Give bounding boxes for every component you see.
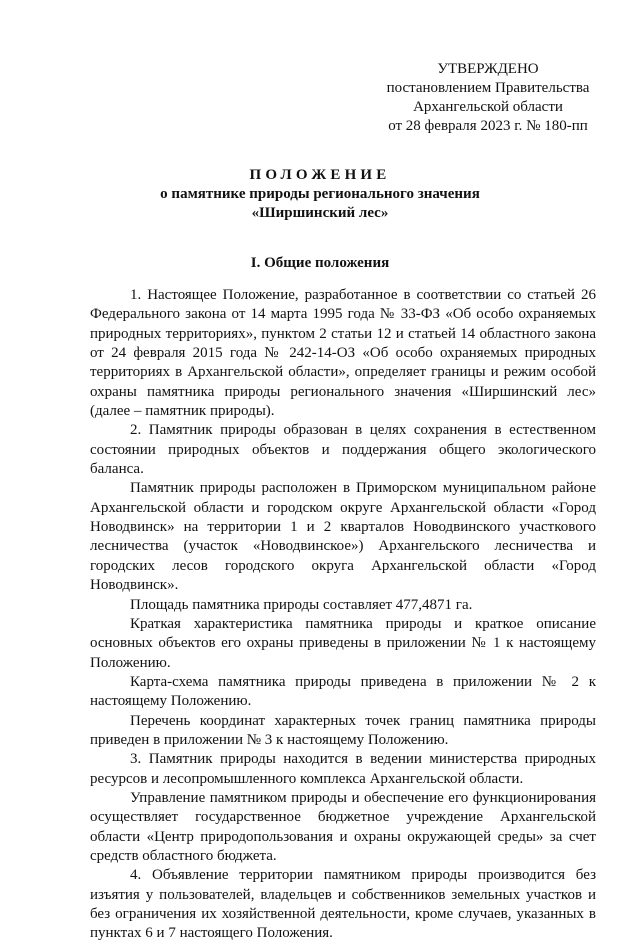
document-title-block xyxy=(0,165,640,223)
approval-label: УТВЕРЖДЕНО xyxy=(437,61,539,77)
paragraph-9: Управление памятником природы и обеспечение его функционирования осуществляет государственное бюджетное учреждение Архангельской области «Центр природопользования и охраны окружающей среды» за счет средств областного бюджета. xyxy=(90,789,596,864)
paragraph-6: Карта-схема памятника природы приведена в приложении № 2 к настоящему Положению. xyxy=(90,673,596,710)
paragraph-3: Памятник природы расположен в Приморском муниципальном районе Архангельской области и городском округе Архангельской области «Город Новодвинск» на территории 1 и 2 кварталов Новодвинского участкового лесничества (участок «Новодвинское») Архангельского лесничества и городских лесов городского округа Архангельской области «Город Новодвинск». xyxy=(90,480,596,594)
approval-stamp xyxy=(370,60,606,136)
paragraph-4: Площадь памятника природы составляет 477,4871 га. xyxy=(130,596,473,613)
document-subtitle-line1: о памятнике природы регионального значения xyxy=(160,186,480,202)
paragraph-2: 2. Памятник природы образован в целях сохранения в естественном состоянии природных объектов и поддержания общего экологического баланса. xyxy=(90,422,596,478)
paragraph-5: Краткая характеристика памятника природы и краткое описание основных объектов его охраны приведены в приложении № 1 к настоящему Положению. xyxy=(90,615,596,671)
paragraph-8: 3. Памятник природы находится в ведении министерства природных ресурсов и лесопромышленного комплекса Архангельской области. xyxy=(90,751,596,787)
document-subtitle-line2: «Ширшинский лес» xyxy=(251,205,389,221)
approval-region: Архангельской области xyxy=(413,99,563,115)
approval-date-number: от 28 февраля 2023 г. № 180-пп xyxy=(388,118,588,134)
document-title: ПОЛОЖЕНИЕ xyxy=(249,167,391,183)
document-body xyxy=(90,286,596,944)
approval-authority: постановлением Правительства xyxy=(386,80,590,96)
paragraph-10: 4. Объявление территории памятником природы производится без изъятия у пользователей, владельцев и собственников земельных участков и без ограничения их хозяйственной деятельности, кроме случаев, указанных в пунктах 6 и 7 настоящего Положения. xyxy=(90,867,596,942)
section-heading: I. Общие положения xyxy=(250,255,390,271)
paragraph-1: 1. Настоящее Положение, разработанное в соответствии со статьей 26 Федерального закона от 14 марта 1995 года № 33-ФЗ «Об особо охраняемых природных территориях», пунктом 2 статьи 12 и статьей 14 областного закона от 24 февраля 2015 года № 242-14-ОЗ «Об особо охраняемых природных территориях в Архангельской области», определяет границы и режим особой охраны памятника природы регионального значения «Ширшинский лес» (далее – памятник природы). xyxy=(90,287,596,420)
paragraph-7: Перечень координат характерных точек границ памятника природы приведен в приложении № 3 к настоящему Положению. xyxy=(90,712,596,748)
